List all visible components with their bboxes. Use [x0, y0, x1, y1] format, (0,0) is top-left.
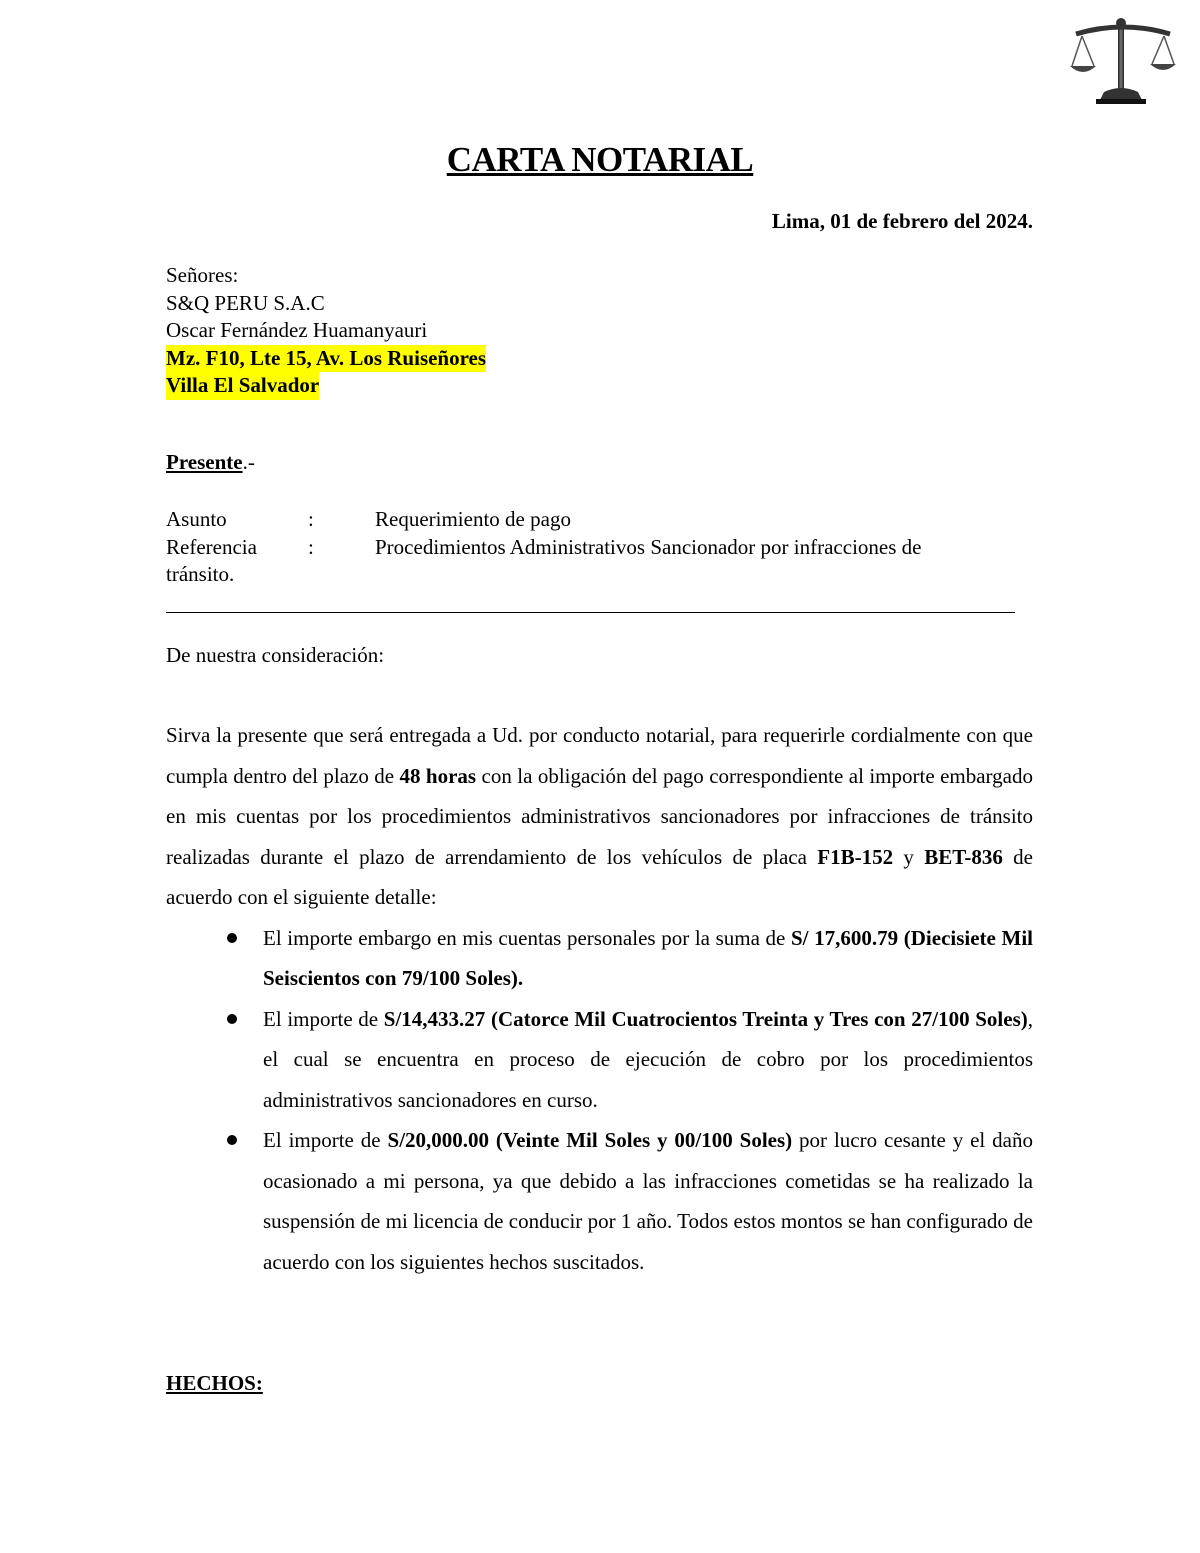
list-item: El importe de S/20,000.00 (Veinte Mil Soles y 00/100 Soles) por lucro cesante y el daño ocasionado a mi persona, ya que debido a las infracciones cometidas se ha realizado la suspensión de mi licencia de conducir por 1 año. Todos estos montos se han configurado de acuerdo con los siguientes hechos suscitados.	[166, 1120, 1033, 1282]
scales-of-justice-icon	[1068, 14, 1178, 106]
subject-colon: :	[308, 507, 314, 531]
recipient-address-line2: Villa El Salvador	[166, 372, 319, 400]
deadline-hours: 48 horas	[399, 763, 477, 788]
presente-line	[166, 450, 255, 475]
presente-word: Presente	[166, 450, 243, 474]
recipient-address-line1: Mz. F10, Lte 15, Av. Los Ruiseñores	[166, 345, 486, 373]
reference-value: Procedimientos Administrativos Sancionador por infracciones de	[375, 534, 922, 559]
reference-label: Referencia	[166, 534, 257, 559]
letter-body	[166, 715, 1033, 1282]
recipient-salutation: Señores:	[166, 263, 239, 287]
hechos-heading: HECHOS:	[166, 1371, 263, 1395]
recipient-person: Oscar Fernández Huamanyauri	[166, 318, 428, 342]
letter-date: Lima, 01 de febrero del 2024.	[771, 209, 1033, 233]
body-paragraph: Sirva la presente que será entregada a Ud. por conducto notarial, para requerirle cordialmente con que cumpla dentro del plazo de 48 horas con la obligación del pago correspondiente al importe embargado en mis cuentas por los procedimientos administrativos sancionadores por infracciones de tránsito realizadas durante el plazo de arrendamiento de los vehículos de placa F1B-152 y BET-836 de acuerdo con el siguiente detalle:	[166, 723, 1033, 909]
list-item: El importe embargo en mis cuentas personales por la suma de S/ 17,600.79 (Diecisiete Mil Seiscientos con 79/100 Soles).	[166, 918, 1033, 999]
divider-line	[166, 612, 1015, 613]
bullet-icon	[227, 1014, 237, 1024]
reference-block	[166, 506, 1016, 589]
greeting: De nuestra consideración:	[166, 643, 385, 667]
recipient-block	[166, 262, 486, 400]
plate-2: BET-836	[924, 844, 1003, 869]
presente-suffix: .-	[242, 450, 255, 474]
subject-label: Asunto	[166, 507, 227, 531]
recipient-company: S&Q PERU S.A.C	[166, 290, 325, 315]
bullet-icon	[227, 933, 237, 943]
reference-colon: :	[308, 534, 314, 559]
list-item: El importe de S/14,433.27 (Catorce Mil Cuatrocientos Treinta y Tres con 27/100 Soles), el cual se encuentra en proceso de ejecución de cobro por los procedimientos administrativos sancionadores en curso.	[166, 999, 1033, 1121]
bullet-icon	[227, 1135, 237, 1145]
page-title: CARTA NOTARIAL	[446, 140, 754, 179]
reference-value-continued: tránsito.	[166, 562, 235, 586]
subject-value: Requerimiento de pago	[375, 507, 571, 531]
plate-1: F1B-152	[817, 844, 894, 869]
amount-list	[166, 918, 1033, 1283]
